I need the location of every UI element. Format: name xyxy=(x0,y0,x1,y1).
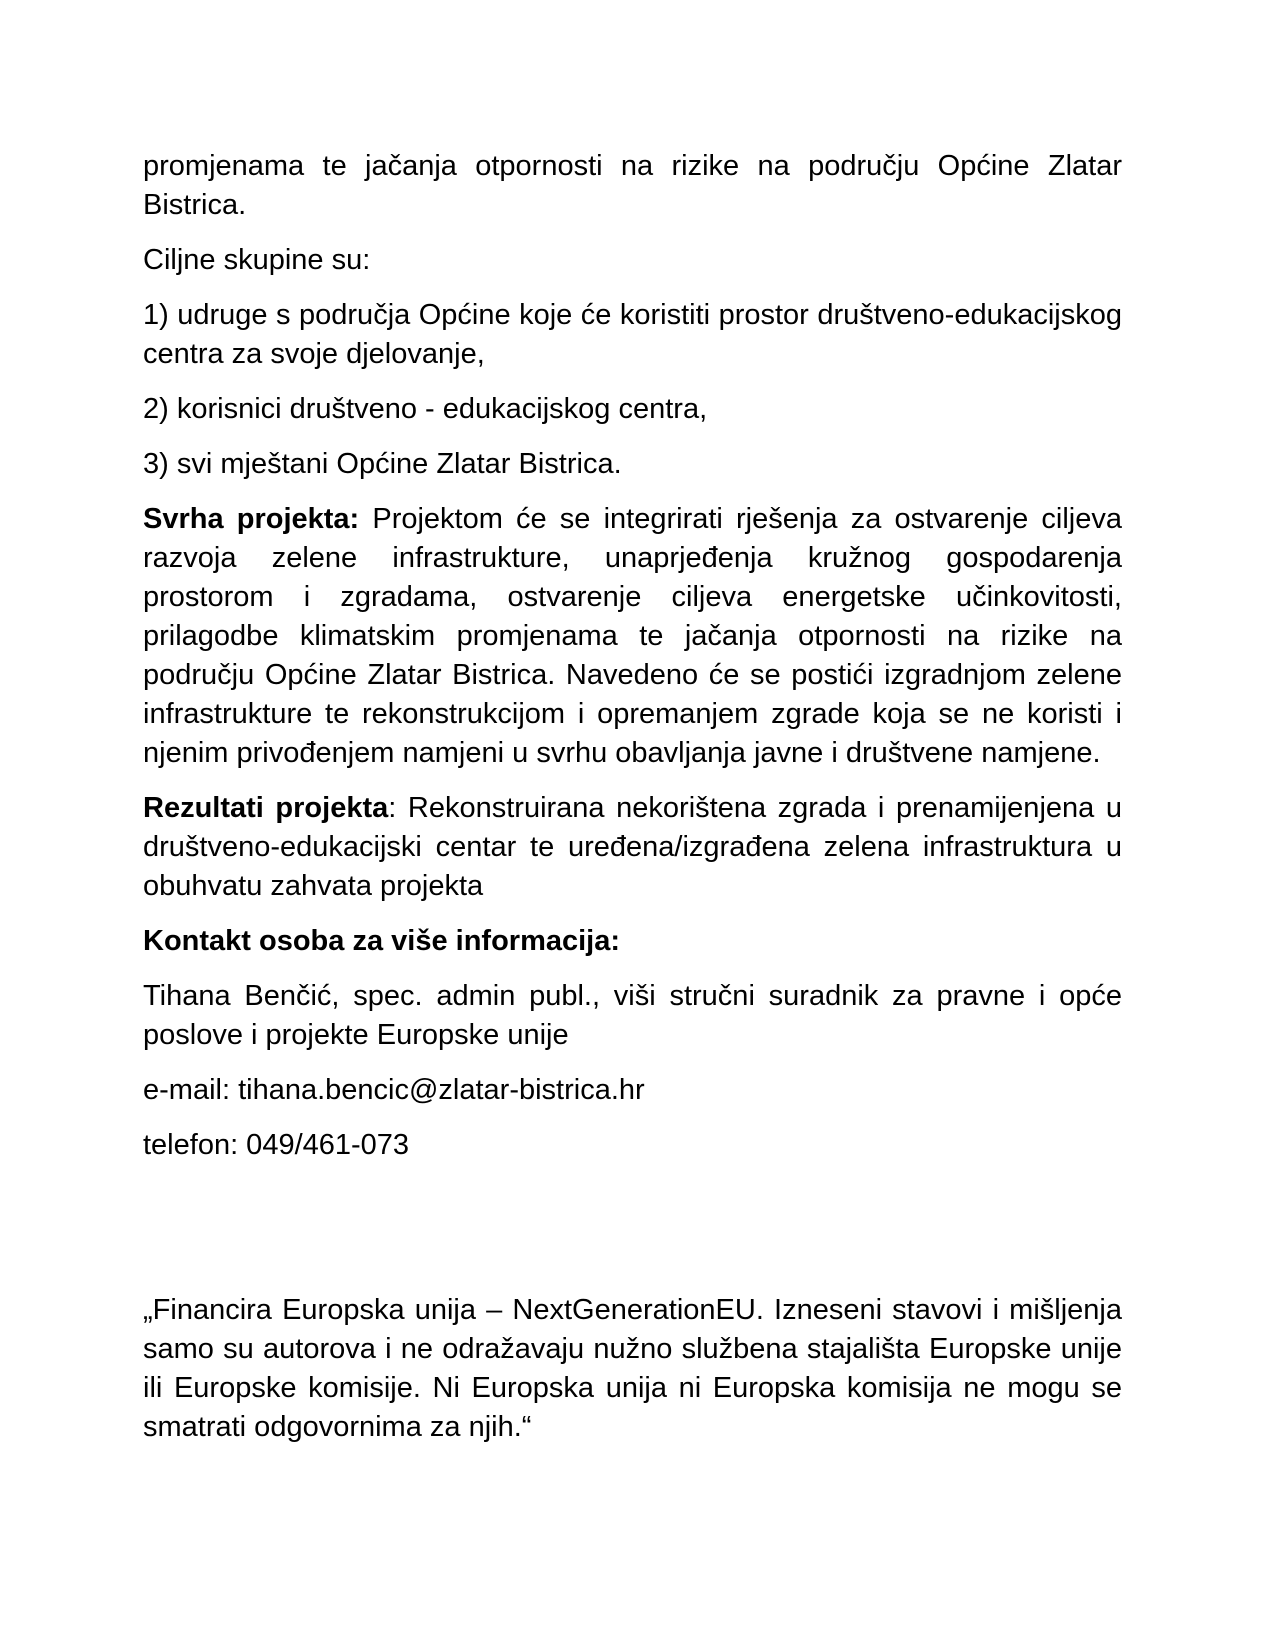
text-line: Tihana Benčić, spec. admin publ., viši stručni suradnik za pravne i opće xyxy=(143,980,1122,1012)
text-line: njenim privođenjem namjeni u svrhu obavljanja javne i društvene namjene. xyxy=(143,737,1101,769)
text-line: samo su autorova i ne odražavaju nužno službena stajališta Europske unije xyxy=(143,1333,1122,1365)
blank-line xyxy=(143,1181,1122,1236)
bold-run: Rezultati projekta xyxy=(143,792,389,824)
text-line xyxy=(143,500,1122,539)
text-line: centra za svoje djelovanje, xyxy=(143,338,485,370)
text-line: infrastrukture te rekonstrukcijom i opremanjem zgrade koja se ne koristi i xyxy=(143,698,1122,730)
text-line: Bistrica. xyxy=(143,189,247,221)
text-line: telefon: 049/461-073 xyxy=(143,1129,410,1161)
list-item-1 xyxy=(143,296,1122,374)
text-line: 1) udruge s područja Općine koje će koristiti prostor društveno-edukacijskog xyxy=(143,299,1122,331)
text-line: poslove i projekte Europske unije xyxy=(143,1019,569,1051)
bold-run: Svrha projekta: xyxy=(143,503,360,535)
text-line: 2) korisnici društveno - edukacijskog centra, xyxy=(143,393,708,425)
list-item-2 xyxy=(143,390,1122,429)
text-line: razvoja zelene infrastrukture, unaprjeđenja kružnog gospodarenja xyxy=(143,542,1122,574)
text-line: e-mail: tihana.bencic@zlatar-bistrica.hr xyxy=(143,1074,645,1106)
paragraph-intro-continuation xyxy=(143,147,1122,225)
text-line: „Financira Europska unija – NextGenerationEU. Izneseni stavovi i mišljenja xyxy=(143,1294,1122,1326)
text-line: 3) svi mještani Općine Zlatar Bistrica. xyxy=(143,448,622,480)
text-line: ili Europske komisije. Ni Europska unija ni Europska komisija ne mogu se xyxy=(143,1372,1122,1404)
text-line: društveno-edukacijski centar te uređena/izgrađena zelena infrastruktura u xyxy=(143,831,1122,863)
paragraph-phone xyxy=(143,1126,1122,1165)
text-run: Projektom će se integrirati rješenja za ostvarenje ciljeva xyxy=(359,503,1122,535)
text-run: : Rekonstruirana nekorištena zgrada i prenamijenjena u xyxy=(388,792,1122,824)
paragraph-contact-person xyxy=(143,977,1122,1055)
paragraph-project-purpose xyxy=(143,500,1122,773)
text-line: prostorom i zgradama, ostvarenje ciljeva energetske učinkovitosti, xyxy=(143,581,1122,613)
paragraph-eu-disclaimer xyxy=(143,1291,1122,1447)
paragraph-project-results xyxy=(143,789,1122,906)
paragraph-target-groups-heading xyxy=(143,241,1122,280)
text-line: Kontakt osoba za više informacija: xyxy=(143,925,621,957)
paragraph-email xyxy=(143,1071,1122,1110)
text-line: promjenama te jačanja otpornosti na rizike na području Općine Zlatar xyxy=(143,150,1122,182)
text-line: prilagodbe klimatskim promjenama te jačanja otpornosti na rizike na xyxy=(143,620,1122,652)
text-line: obuhvatu zahvata projekta xyxy=(143,870,484,902)
document-body xyxy=(143,147,1122,1463)
list-item-3 xyxy=(143,445,1122,484)
text-line xyxy=(143,789,1122,828)
text-line: Ciljne skupine su: xyxy=(143,244,371,276)
blank-line xyxy=(143,1236,1122,1291)
heading-contact xyxy=(143,922,1122,961)
text-line: području Općine Zlatar Bistrica. Navedeno će se postići izgradnjom zelene xyxy=(143,659,1122,691)
text-line: smatrati odgovornima za njih.“ xyxy=(143,1411,532,1443)
